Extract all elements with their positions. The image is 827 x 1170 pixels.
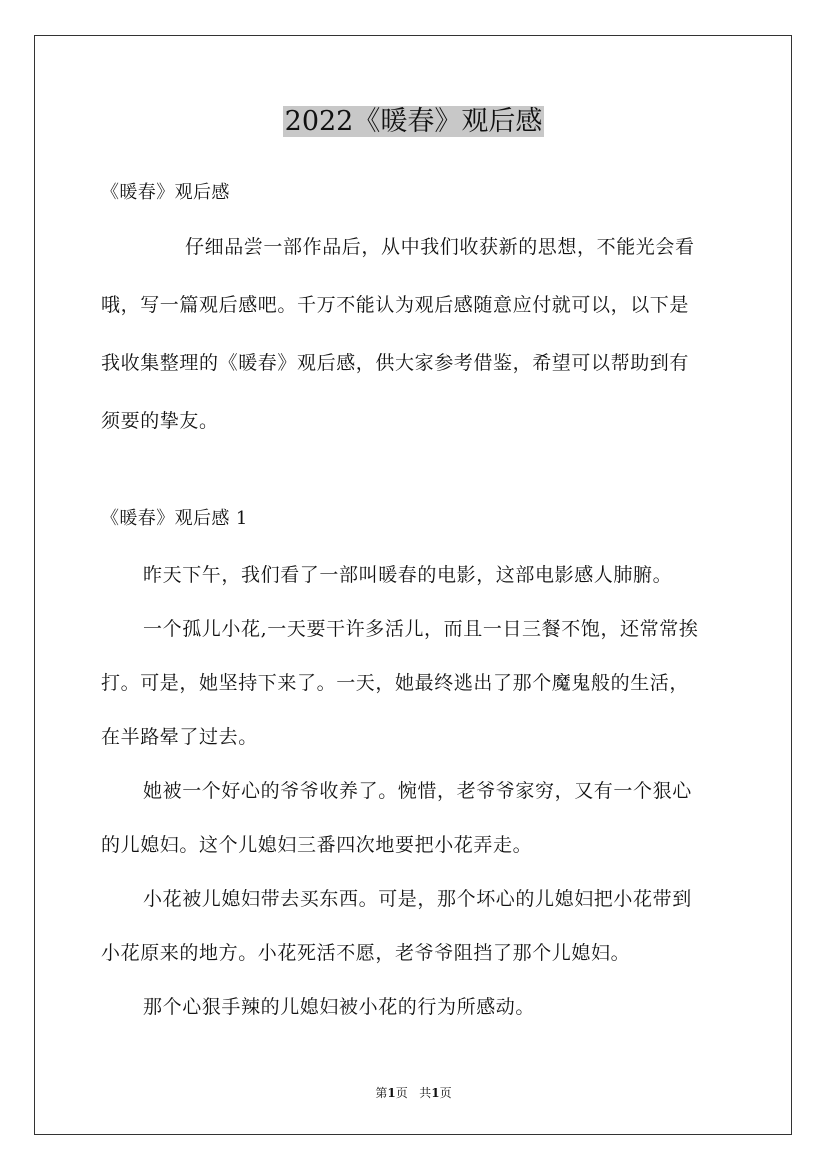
intro-line: 仔细品尝一部作品后，从中我们收获新的思想，不能光会看 (185, 236, 695, 258)
intro-line: 我收集整理的《暖春》观后感，供大家参考借鉴，希望可以帮助到有 (101, 352, 690, 374)
body-line: 小花被儿媳妇带去买东西。可是，那个坏心的儿媳妇把小花带到 (143, 888, 692, 910)
body-line: 她被一个好心的爷爷收养了。惋惜，老爷爷家穷，又有一个狠心 (143, 780, 692, 802)
subtitle-main: 《暖春》观后感 (101, 182, 230, 203)
footer-prefix: 第 (375, 1086, 388, 1100)
footer-page-number: 1 (387, 1086, 396, 1100)
title-text: 2022《暖春》观后感 (284, 106, 543, 137)
footer-suffix: 页 (439, 1086, 452, 1100)
body-line: 那个心狠手辣的儿媳妇被小花的行为所感动。 (143, 996, 536, 1018)
section1-paragraphs (101, 565, 727, 1017)
body-line: 在半路晕了过去。 (101, 726, 258, 748)
footer-mid: 页 共 (395, 1086, 432, 1100)
body-line: 打。可是，她坚持下来了。一天，她最终逃出了那个魔鬼般的生活， (101, 672, 690, 694)
body-line: 的儿媳妇。这个儿媳妇三番四次地要把小花弄走。 (101, 834, 533, 856)
footer-page-total: 1 (431, 1086, 440, 1100)
document-title (0, 103, 827, 141)
page-footer (0, 1085, 827, 1101)
intro-line: 须要的挚友。 (101, 410, 219, 432)
intro-line: 哦，写一篇观后感吧。千万不能认为观后感随意应付就可以，以下是 (101, 294, 690, 316)
body-line: 昨天下午，我们看了一部叫暖春的电影，这部电影感人肺腑。 (143, 564, 673, 586)
body-line: 小花原来的地方。小花死活不愿，老爷爷阻挡了那个儿媳妇。 (101, 942, 631, 964)
section-heading: 《暖春》观后感 1 (101, 508, 248, 529)
intro-paragraph (101, 237, 727, 431)
body-line: 一个孤儿小花,一天要干许多活儿，而且一日三餐不饱，还常常挨 (143, 618, 699, 640)
